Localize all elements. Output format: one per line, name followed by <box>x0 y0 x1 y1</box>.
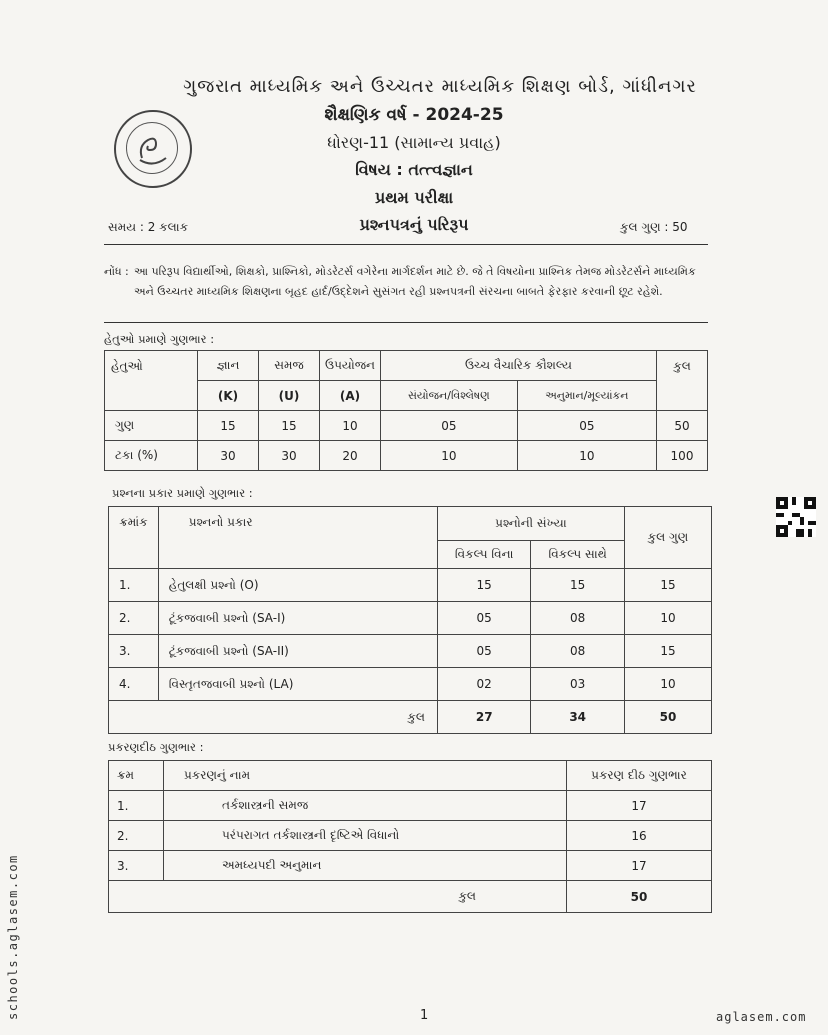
cell: 10 <box>517 441 656 471</box>
footer-watermark: aglasem.com <box>716 1010 807 1024</box>
cell: 08 <box>531 602 624 635</box>
col-marks: પ્રકરણ દીઠ ગુણભાર <box>567 761 712 791</box>
col-hots: ઉચ્ચ વૈચારિક કૌશલ્ય <box>381 351 657 381</box>
row-label: ગુણ <box>105 411 198 441</box>
cell: અમધ્યપદી અનુમાન <box>164 851 567 881</box>
chapters-title: પ્રકરણદીઠ ગુણભાર : <box>108 740 204 754</box>
table-row <box>105 441 708 471</box>
cell: 15 <box>437 569 530 602</box>
col-synthesis: સંયોજન/વિશ્લેષણ <box>381 381 518 411</box>
subject: વિષય : તત્ત્વજ્ઞાન <box>355 160 473 179</box>
divider <box>104 322 708 323</box>
col-name: પ્રકરણનું નામ <box>164 761 567 791</box>
cell: 03 <box>531 668 624 701</box>
objectives-title: હેતુઓ પ્રમાણે ગુણભાર : <box>104 332 215 346</box>
table-row <box>109 791 712 821</box>
cell: 20 <box>320 441 381 471</box>
cell: 05 <box>517 411 656 441</box>
cell: પરંપરાગત તર્કશાસ્ત્રની દૃષ્ટિએ વિધાનો <box>164 821 567 851</box>
col-without: વિકલ્પ વિના <box>437 541 530 569</box>
chapters-table <box>108 760 712 913</box>
cell: 2. <box>109 821 164 851</box>
col-count: પ્રશ્નોની સંખ્યા <box>437 507 624 541</box>
cell: 10 <box>624 602 711 635</box>
cell: હેતુલક્ષી પ્રશ્નો (O) <box>158 569 437 602</box>
total-marks-cell: 50 <box>624 701 711 734</box>
col-objectives: હેતુઓ <box>105 351 198 411</box>
cell: 17 <box>567 851 712 881</box>
page-number: 1 <box>420 1008 429 1023</box>
table-row <box>109 602 712 635</box>
code-a: (A) <box>320 381 381 411</box>
cell: 3. <box>109 635 159 668</box>
col-no: ક્રમ <box>109 761 164 791</box>
total-with: 34 <box>531 701 624 734</box>
cell: ટૂંકજવાબી પ્રશ્નો (SA-I) <box>158 602 437 635</box>
table-row <box>109 821 712 851</box>
total-row <box>109 701 712 734</box>
table-row <box>109 569 712 602</box>
row-label: ટકા (%) <box>105 441 198 471</box>
total-marks: કુલ ગુણ : 50 <box>620 220 688 234</box>
standard: ધોરણ-11 (સામાન્ય પ્રવાહ) <box>327 133 501 152</box>
exam-name: પ્રથમ પરીક્ષા <box>374 188 454 207</box>
cell: 16 <box>567 821 712 851</box>
divider <box>104 244 708 245</box>
cell: 10 <box>381 441 518 471</box>
table-row <box>105 411 708 441</box>
col-no: ક્રમાંક <box>109 507 159 569</box>
cell: 17 <box>567 791 712 821</box>
col-with: વિકલ્પ સાથે <box>531 541 624 569</box>
cell: 2. <box>109 602 159 635</box>
cell: વિસ્તૃતજવાબી પ્રશ્નો (LA) <box>158 668 437 701</box>
col-knowledge: જ્ઞાન <box>198 351 259 381</box>
cell: 4. <box>109 668 159 701</box>
cell: 30 <box>259 441 320 471</box>
question-types-table <box>108 506 712 734</box>
cell: ટૂંકજવાબી પ્રશ્નો (SA-II) <box>158 635 437 668</box>
qr-code-icon[interactable] <box>776 497 816 537</box>
cell: 15 <box>624 635 711 668</box>
table-row <box>109 635 712 668</box>
cell: 3. <box>109 851 164 881</box>
col-evaluation: અનુમાન/મૂલ્યાંકન <box>517 381 656 411</box>
cell: 02 <box>437 668 530 701</box>
cell: 15 <box>624 569 711 602</box>
cell: 05 <box>437 635 530 668</box>
total-without: 27 <box>437 701 530 734</box>
cell: 10 <box>624 668 711 701</box>
cell: 10 <box>320 411 381 441</box>
col-marks: કુલ ગુણ <box>624 507 711 569</box>
blueprint-title: પ્રશ્નપત્રનું પરિરૂપ <box>359 215 469 234</box>
cell: તર્કશાસ્ત્રની સમજ <box>164 791 567 821</box>
board-name: ગુજરાત માધ્યમિક અને ઉચ્ચતર માધ્યમિક શિક્ષણ બોર્ડ, ગાંધીનગર <box>183 76 697 97</box>
total-marks-cell: 50 <box>567 881 712 913</box>
table-row <box>109 668 712 701</box>
side-watermark: schools.aglasem.com <box>6 854 20 1020</box>
cell: 15 <box>531 569 624 602</box>
total-label: કુલ <box>109 701 438 734</box>
cell: 1. <box>109 569 159 602</box>
col-application: ઉપયોજન <box>320 351 381 381</box>
cell: 30 <box>198 441 259 471</box>
total-label: કુલ <box>109 881 567 913</box>
cell: 1. <box>109 791 164 821</box>
cell: 08 <box>531 635 624 668</box>
academic-year: શૈક્ષણિક વર્ષ - 2024-25 <box>324 105 504 125</box>
cell: 05 <box>437 602 530 635</box>
col-understanding: સમજ <box>259 351 320 381</box>
note <box>104 262 714 302</box>
cell: 15 <box>198 411 259 441</box>
cell: 100 <box>657 441 708 471</box>
objectives-table <box>104 350 708 471</box>
note-label: નોંધ : <box>104 265 129 278</box>
col-total: કુલ <box>657 351 708 411</box>
code-u: (U) <box>259 381 320 411</box>
exam-time: સમય : 2 કલાક <box>108 220 189 234</box>
table-row <box>109 851 712 881</box>
question-types-title: પ્રશ્નના પ્રકાર પ્રમાણે ગુણભાર : <box>112 486 253 500</box>
code-k: (K) <box>198 381 259 411</box>
cell: 05 <box>381 411 518 441</box>
total-row <box>109 881 712 913</box>
note-text: આ પરિરૂપ વિદ્યાર્થીઓ, શિક્ષકો, પ્રાશ્નિકો, મોડરેટર્સ વગેરેના માર્ગદર્શન માટે છે. જે તે વિષયોના પ્રાશ્નિક તેમજ મોડરેટર્સને માધ્યમિક અને ઉચ્ચતર માધ્યમિક શિક્ષણના બૃહદ હાર્દ/ઉદ્દેશને સુસંગત રહી પ્રશ્નપત્રની સંરચના બાબતે ફેરફાર કરવાની છૂટ રહેશે. <box>134 265 696 298</box>
cell: 50 <box>657 411 708 441</box>
cell: 15 <box>259 411 320 441</box>
col-type: પ્રશ્નનો પ્રકાર <box>158 507 437 569</box>
